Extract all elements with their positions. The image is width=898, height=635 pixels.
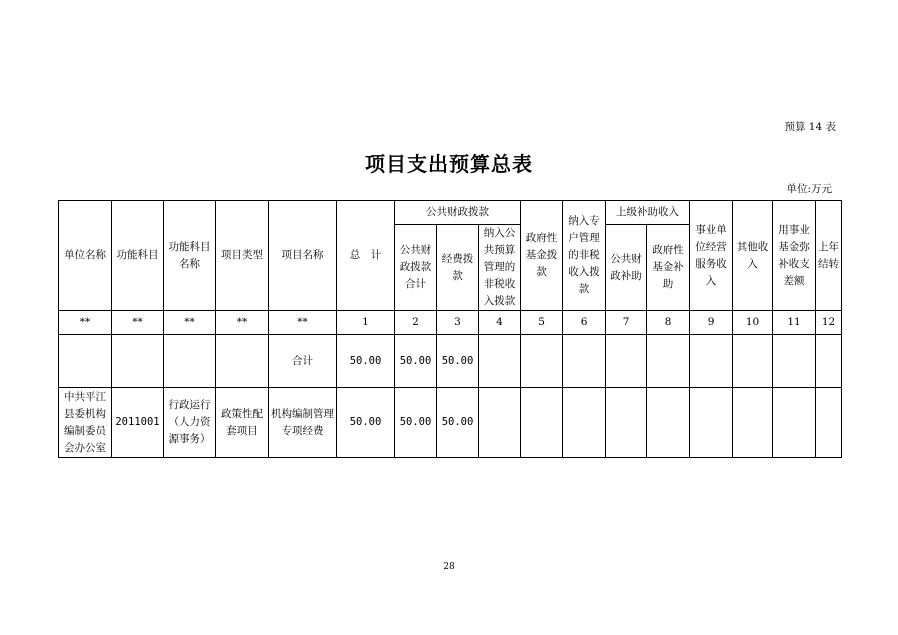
- index-row: [59, 311, 842, 335]
- page-title: 项目支出预算总表: [365, 152, 533, 176]
- index-cell: 5: [521, 311, 563, 335]
- col-gov-fund-header: 政府性基金拨款: [521, 201, 563, 311]
- col-reserve-header: 用事业基金弥补收支差额: [773, 201, 816, 311]
- func-code-cell: 2011001: [112, 388, 164, 458]
- col-func-name-header: 功能科目名称: [164, 201, 216, 311]
- unit-name-cell: 中共平江县委机构编制委员会办公室: [59, 388, 112, 458]
- col-other-header: 其他收入: [733, 201, 773, 311]
- index-cell: **: [59, 311, 112, 335]
- col-project-name-header: 项目名称: [269, 201, 337, 311]
- col-sup-gov-fund-header: 政府性基金补助: [647, 225, 690, 311]
- group-superior-header: 上级补助收入: [606, 201, 690, 225]
- form-number: 预算 14 表: [784, 121, 836, 133]
- project-name-cell: 机构编制管理专项经费: [269, 388, 337, 458]
- total-funding: 50.00: [437, 335, 479, 388]
- index-cell: 3: [437, 311, 479, 335]
- page-number: 28: [443, 562, 455, 572]
- func-name-cell: 行政运行（人力资源事务）: [164, 388, 216, 458]
- total-label: 合计: [269, 335, 337, 388]
- index-cell: 4: [479, 311, 521, 335]
- group-public-finance-header: 公共财政拨款: [395, 201, 521, 225]
- index-cell: **: [112, 311, 164, 335]
- col-special-nontax-header: 纳入专户管理的非税收入拨款: [563, 201, 606, 311]
- index-cell: **: [164, 311, 216, 335]
- index-cell: 12: [816, 311, 842, 335]
- index-cell: **: [269, 311, 337, 335]
- index-cell: 9: [690, 311, 733, 335]
- col-unit-name-header: 单位名称: [59, 201, 112, 311]
- index-cell: 1: [337, 311, 395, 335]
- table-row: [59, 388, 842, 458]
- col-funding-header: 经费拨款: [437, 225, 479, 311]
- index-cell: 2: [395, 311, 437, 335]
- col-sup-public-header: 公共财政补助: [606, 225, 647, 311]
- unit-label: 单位:万元: [786, 183, 832, 195]
- total-public-finance: 50.00: [395, 335, 437, 388]
- index-cell: 7: [606, 311, 647, 335]
- index-cell: 8: [647, 311, 690, 335]
- index-cell: 10: [733, 311, 773, 335]
- index-cell: **: [216, 311, 269, 335]
- col-total-header: 总 计: [337, 201, 395, 311]
- col-public-finance-total-header: 公共财政拨款合计: [395, 225, 437, 311]
- total-cell: 50.00: [337, 388, 395, 458]
- col-carryover-header: 上年结转: [816, 201, 842, 311]
- project-type-cell: 政策性配套项目: [216, 388, 269, 458]
- col-business-header: 事业单位经营服务收入: [690, 201, 733, 311]
- budget-table: [58, 200, 842, 458]
- funding-cell: 50.00: [437, 388, 479, 458]
- col-project-type-header: 项目类型: [216, 201, 269, 311]
- total-amount: 50.00: [337, 335, 395, 388]
- col-func-code-header: 功能科目: [112, 201, 164, 311]
- col-nontax-header: 纳入公共预算管理的非税收入拨款: [479, 225, 521, 311]
- index-cell: 6: [563, 311, 606, 335]
- total-row: [59, 335, 842, 388]
- index-cell: 11: [773, 311, 816, 335]
- header-row-1: [59, 201, 842, 225]
- public-finance-cell: 50.00: [395, 388, 437, 458]
